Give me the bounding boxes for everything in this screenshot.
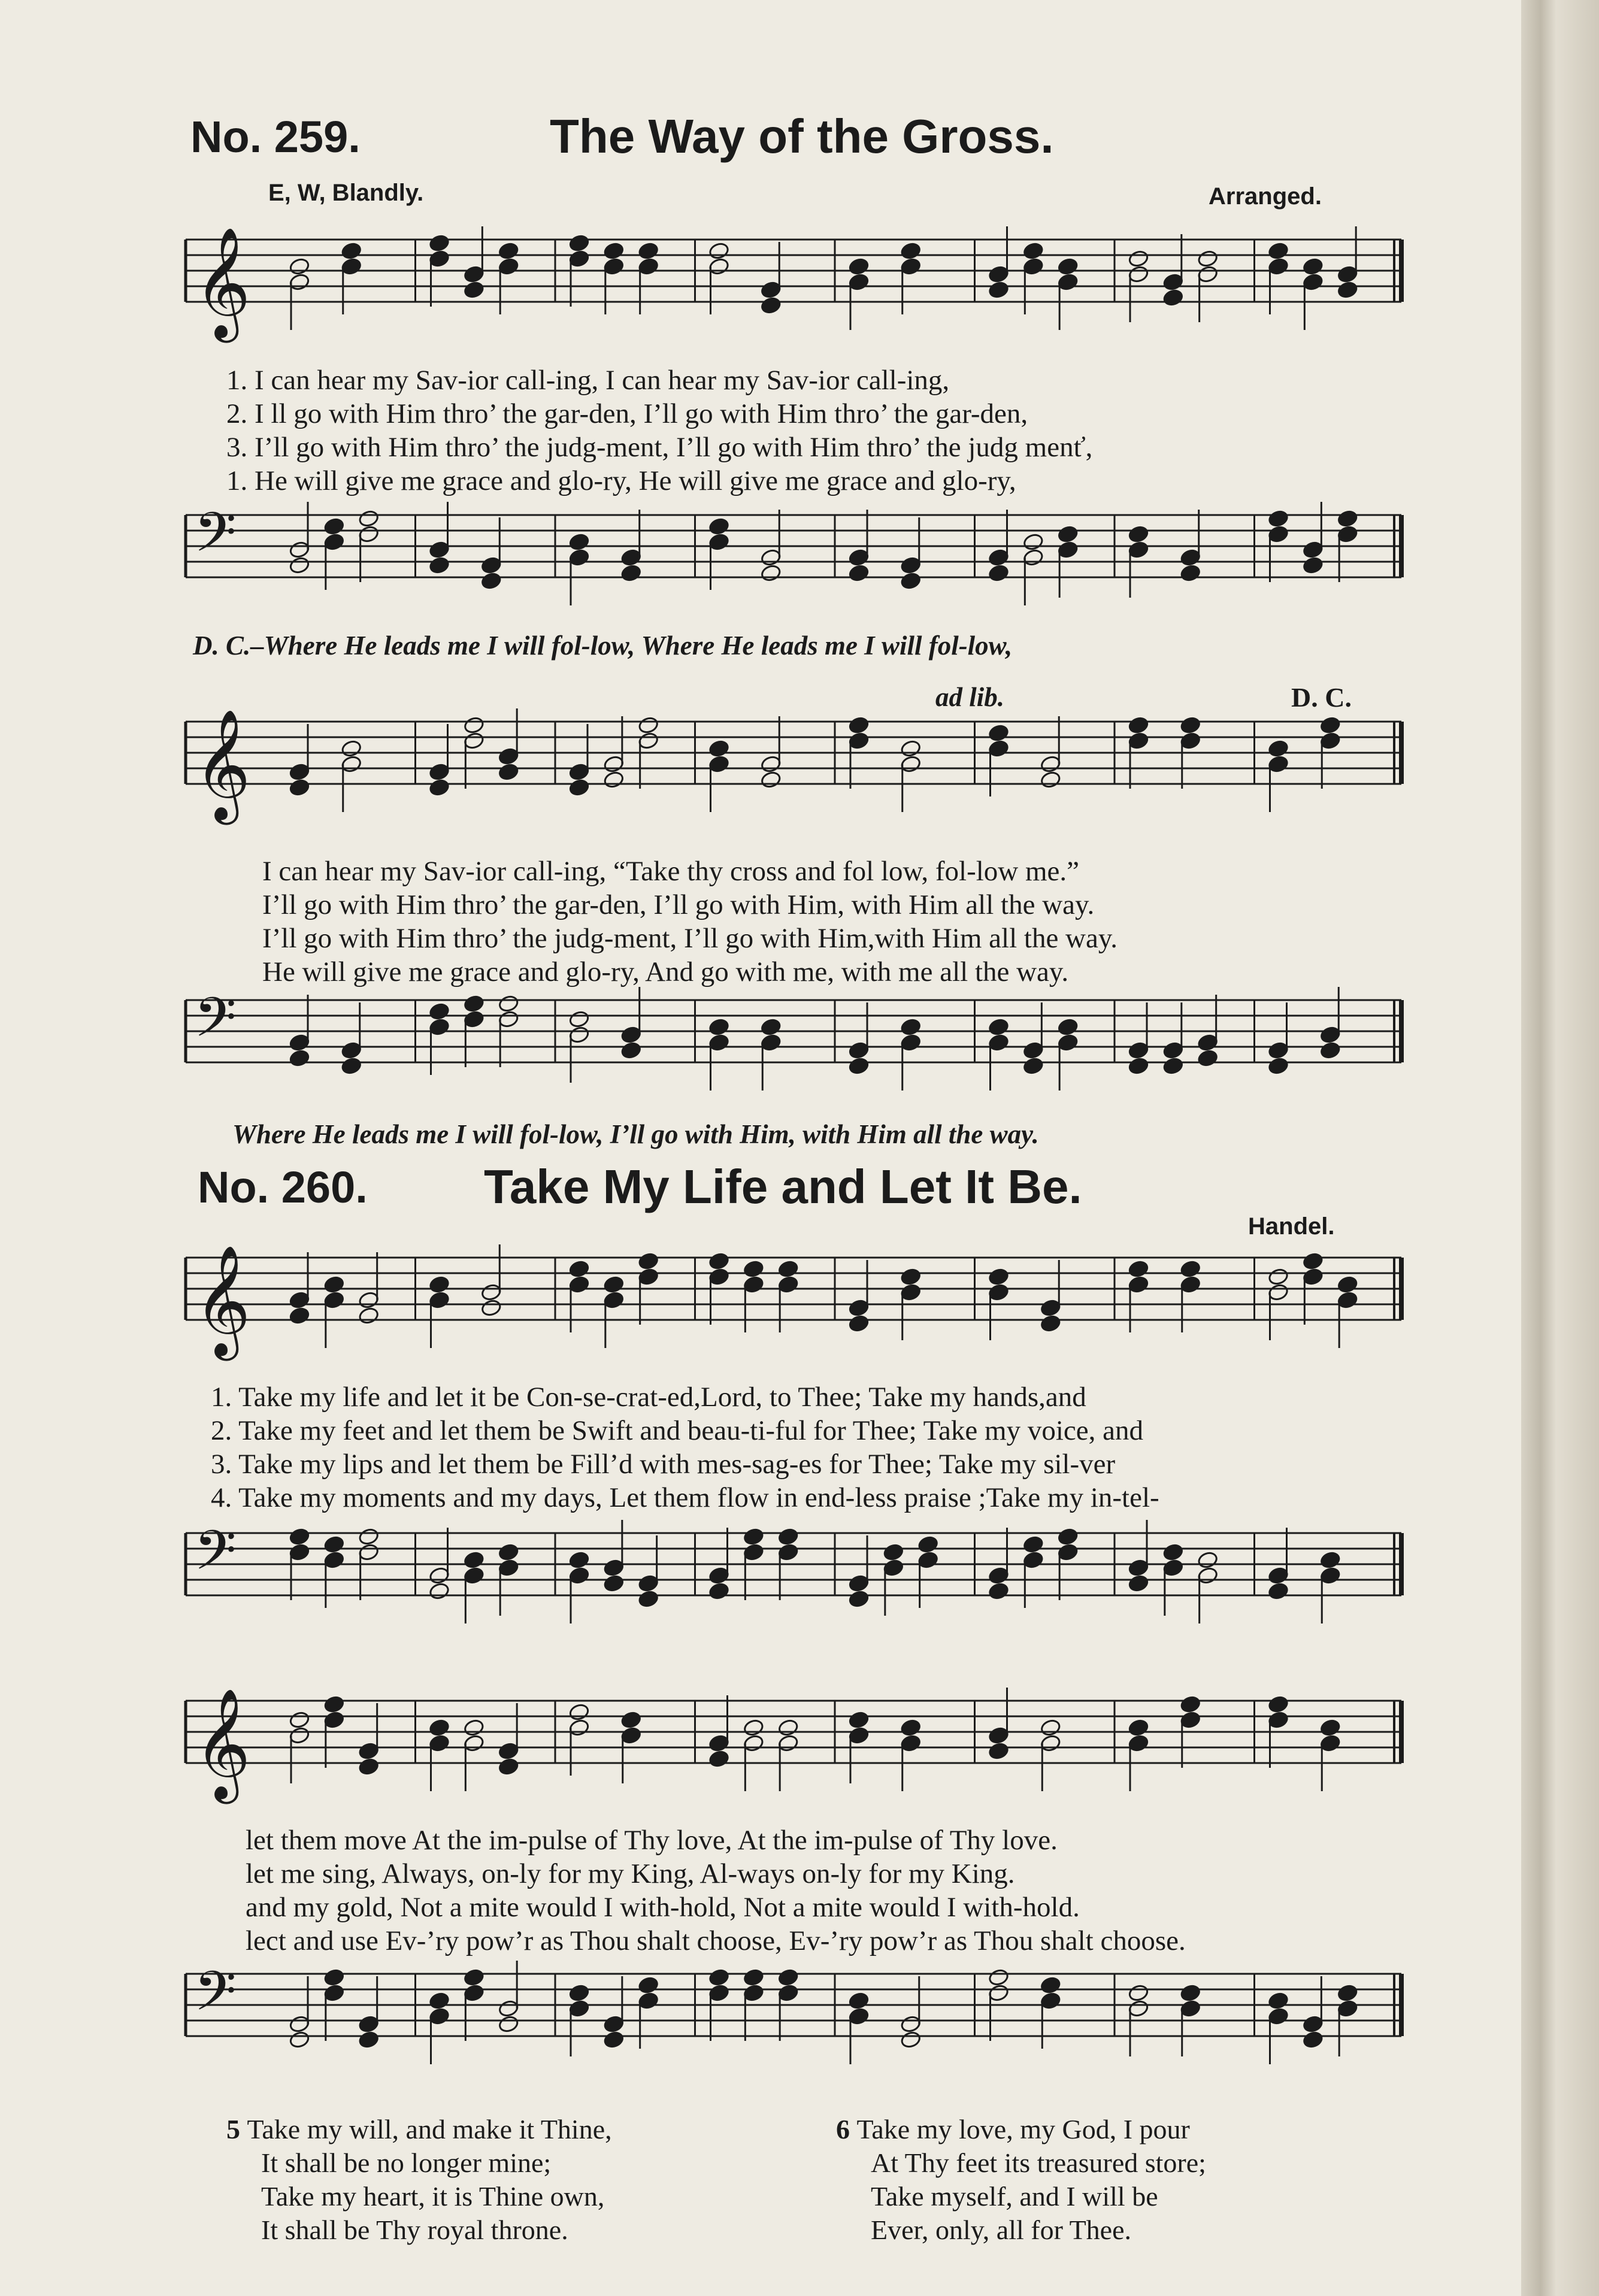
hymn-259-verse2-line-1: I can hear my Sav-ior call-ing, “Take thy cross and fol low, fol-low me.” (262, 856, 1080, 887)
hymn-260-number: No. 260. (198, 1162, 368, 1212)
svg-text:𝄞: 𝄞 (194, 226, 251, 338)
hymn-260-verse-line-2: 2. Take my feet and let them be Swift and beau-ti-ful for Thee; Take my voice, and (211, 1415, 1143, 1446)
book-gutter (1521, 0, 1599, 2296)
verse-5-number: 5 (226, 2114, 240, 2144)
hymn-259-verse-line-2: 2. I ll go with Him thro’ the gar-den, I’ll go with Him thro’ the gar-den, (226, 398, 1028, 429)
staff-bass-260-2 (186, 1959, 1401, 2100)
verse-5-line-3: Take my heart, it is Thine own, (261, 2181, 605, 2212)
hymn-259-number: No. 259. (190, 112, 361, 162)
staff-treble-260-2 (186, 1689, 1401, 1826)
svg-text:𝄢: 𝄢 (194, 1519, 237, 1595)
hymn-259-verse-line-1: 1. I can hear my Sav-ior call-ing, I can hear my Sav-ior call-ing, (226, 365, 950, 396)
staff-treble-259-1 (186, 228, 1401, 365)
staff-treble-260-1 (186, 1246, 1401, 1383)
verse-6-line-4: Ever, only, all for Thee. (871, 2215, 1132, 2245)
hymn-260-composer: Handel. (1248, 1213, 1335, 1240)
hymn-260-verse2-line-4: lect and use Ev-’ry pow’r as Thou shalt choose, Ev-’ry pow’r as Thou shalt choose. (246, 1925, 1186, 1956)
svg-text:𝄞: 𝄞 (194, 1244, 251, 1356)
staff-bass-259-1 (186, 503, 1401, 641)
svg-text:𝄢: 𝄢 (194, 501, 237, 577)
ad-lib-marking: ad lib. (935, 682, 1005, 712)
verse-5-line-2: It shall be no longer mine; (261, 2147, 552, 2178)
hymn-260-verse-line-3: 3. Take my lips and let them be Fill’d with mes-sag-es for Thee; Take my sil-ver (211, 1449, 1116, 1480)
verse-5-line-1: Take my will, and make it Thine, (247, 2114, 612, 2144)
hymn-260-verse2-line-1: let them move At the im-pulse of Thy love, At the im-pulse of Thy love. (246, 1825, 1058, 1856)
staff-treble-259-2 (186, 710, 1401, 847)
hymn-260-verse-5 (226, 2113, 612, 2247)
hymn-260-verse-line-4: 4. Take my moments and my days, Let them flow in end-less praise ;Take my in-tel- (211, 1482, 1159, 1513)
hymn-259-verse2-line-2: I’ll go with Him thro’ the gar-den, I’ll go with Him, with Him all the way. (262, 889, 1095, 920)
svg-text:𝄢: 𝄢 (194, 986, 237, 1062)
hymn-259-verse-line-3: 3. I’ll go with Him thro’ the judg-ment, I’ll go with Him thro’ the judg menť, (226, 432, 1093, 463)
hymn-259-verse-line-4: 1. He will give me grace and glo-ry, He will give me grace and glo-ry, (226, 465, 1016, 496)
staff-bass-260-1 (186, 1521, 1401, 1659)
hymn-259-author: E, W, Blandly. (268, 180, 424, 206)
hymn-259-dc-refrain-top: D. C.–Where He leads me I will fol-low, Where He leads me I will fol-low, (193, 631, 1013, 661)
verse-6-line-1: Take my love, my God, I pour (856, 2114, 1190, 2144)
hymn-259-verse2-line-3: I’ll go with Him thro’ the judg-ment, I’ll go with Him,with Him all the way. (262, 923, 1118, 954)
verse-6-line-2: At Thy feet its treasured store; (871, 2147, 1206, 2178)
staff-bass-259-2 (186, 988, 1401, 1126)
hymn-260-verse-6 (836, 2113, 1206, 2247)
hymn-260-verse2-line-2: let me sing, Always, on-ly for my King, Al-ways on-ly for my King. (246, 1858, 1015, 1889)
hymn-259-dc-refrain-bottom: Where He leads me I will fol-low, I’ll go with Him, with Him all the way. (232, 1119, 1039, 1149)
svg-text:𝄞: 𝄞 (194, 1687, 251, 1799)
hymn-260-title: Take My Life and Let It Be. (484, 1160, 1082, 1213)
hymn-260-verse2-line-3: and my gold, Not a mite would I with-hold, Not a mite would I with-hold. (246, 1892, 1080, 1923)
dc-marking: D. C. (1291, 682, 1352, 713)
svg-text:𝄢: 𝄢 (194, 1959, 237, 2036)
hymn-259-title: The Way of the Gross. (550, 110, 1054, 163)
hymn-259-arranger: Arranged. (1209, 183, 1322, 210)
svg-text:𝄞: 𝄞 (194, 708, 251, 820)
hymn-259-verse2-line-4: He will give me grace and glo-ry, And go with me, with me all the way. (262, 956, 1069, 988)
verse-6-number: 6 (836, 2114, 850, 2144)
verse-6-line-3: Take myself, and I will be (871, 2181, 1158, 2212)
hymn-260-verse-line-1: 1. Take my life and let it be Con-se-crat-ed,Lord, to Thee; Take my hands,and (211, 1382, 1086, 1413)
verse-5-line-4: It shall be Thy royal throne. (261, 2215, 568, 2245)
